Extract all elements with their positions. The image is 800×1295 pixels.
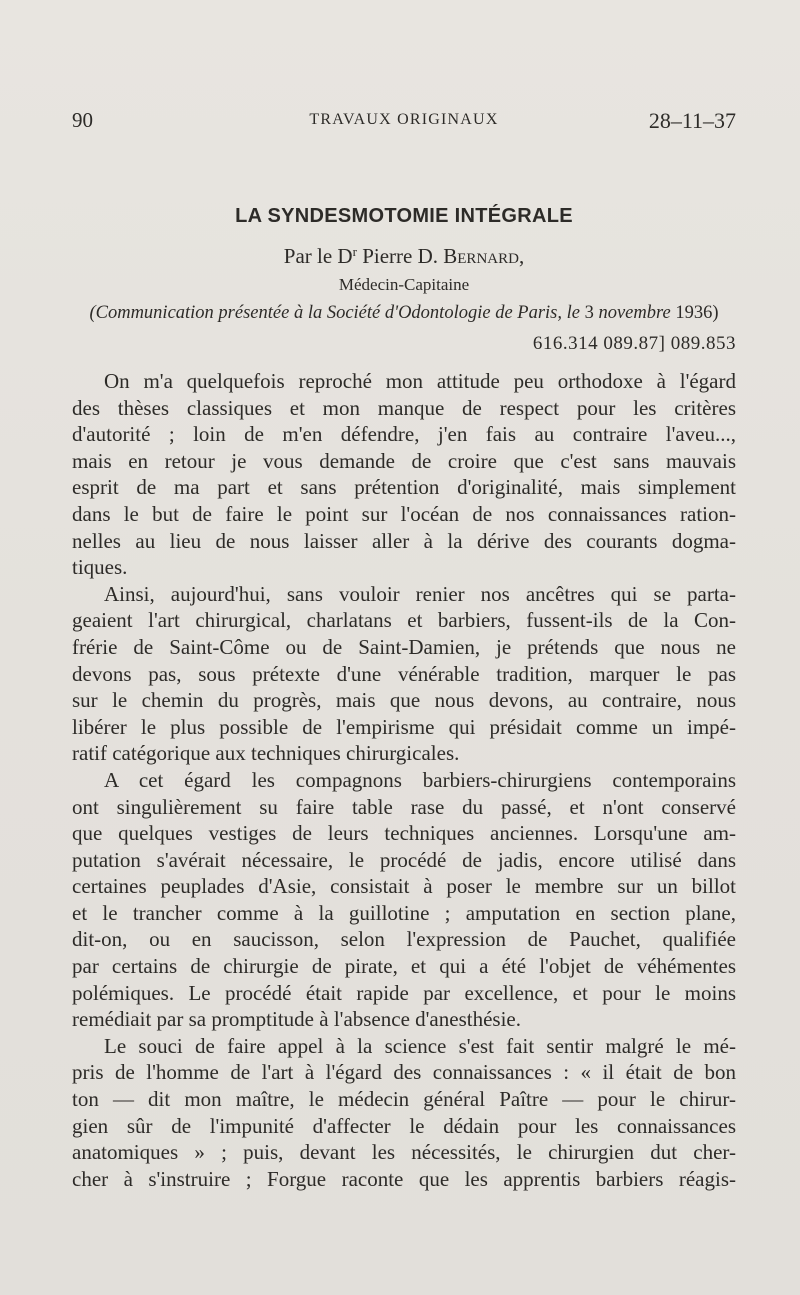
text-line: tiques.	[72, 555, 128, 580]
text-line: geaient l'art chirurgical, charlatans et barbiers, fussent-ils de la Con-	[72, 608, 736, 633]
text-line: ratif catégorique aux techniques chirurgicales.	[72, 741, 460, 766]
text-line: Le souci de faire appel à la science s'est fait sentir malgré le mé-	[104, 1033, 736, 1058]
running-section-title: TRAVAUX ORIGINAUX	[309, 111, 499, 128]
text-line: nelles au lieu de nous laisser aller à la dérive des courants dogma-	[72, 528, 736, 553]
text-line: esprit de ma part et sans prétention d'originalité, mais simplement	[72, 475, 736, 500]
text-line: mais en retour je vous demande de croire que c'est sans mauvais	[72, 448, 736, 473]
byline	[72, 244, 736, 269]
text-line: ton — dit mon maître, le médecin général Paître — pour le chirur-	[72, 1087, 736, 1112]
author-surname: Bernard,	[443, 244, 525, 268]
page-number: 90	[72, 108, 93, 132]
text-line: libérer le plus possible de l'empirisme qui présidait comme un impé-	[72, 714, 736, 739]
text-line: polémiques. Le procédé était rapide par excellence, et pour le moins	[72, 980, 736, 1005]
author-first-name: Pierre D.	[362, 244, 439, 268]
communication-day: 3	[584, 303, 594, 323]
communication-text: (Communication présentée à la Société d'Odontologie de Paris, le	[89, 303, 580, 323]
article-title: LA SYNDESMOTOMIE INTÉGRALE	[235, 205, 573, 227]
author-rank: Médecin-Capitaine	[338, 275, 470, 294]
text-line: On m'a quelquefois reproché mon attitude peu orthodoxe à l'égard	[104, 369, 736, 393]
text-line: cher à s'instruire ; Forgue raconte que les apprentis barbiers réagis-	[72, 1166, 736, 1191]
text-line: A cet égard les compagnons barbiers-chirurgiens contemporains	[104, 767, 736, 792]
text-line: devons pas, sous prétexte d'une vénérable tradition, marquer le pas	[72, 661, 736, 686]
communication-month: novembre	[598, 303, 671, 323]
byline-superscript: r	[352, 244, 357, 259]
text-line: anatomiques » ; puis, devant les nécessités, le chirurgien dut cher-	[72, 1140, 736, 1165]
text-line: d'autorité ; loin de m'en défendre, j'en fais au contraire l'aveu...,	[72, 422, 736, 447]
text-line: remédiait par sa promptitude à l'absence d'anesthésie.	[72, 1007, 521, 1032]
text-line: Ainsi, aujourd'hui, sans vouloir renier nos ancêtres qui se parta-	[104, 581, 736, 606]
text-line: putation s'avérait nécessaire, le procédé de jadis, encore utilisé dans	[72, 847, 736, 872]
text-line: des thèses classiques et mon manque de respect pour les critères	[72, 395, 736, 420]
text-line: par certains de chirurgie de pirate, et qui a été l'objet de véhémentes	[72, 954, 736, 979]
classification-code: 616.314 089.87] 089.853	[532, 333, 736, 354]
text-line: frérie de Saint-Côme ou de Saint-Damien, je prétends que nous ne	[72, 634, 736, 659]
text-line: et le trancher comme à la guillotine ; amputation en section plane,	[72, 900, 736, 925]
text-line: gien sûr de l'impunité d'affecter le dédain pour les connaissances	[72, 1113, 736, 1138]
running-head	[72, 108, 736, 138]
text-line: sur le chemin du progrès, mais que nous devons, au contraire, nous	[72, 688, 736, 713]
text-line: certaines peuplades d'Asie, consistait à poser le membre sur un billot	[72, 874, 736, 899]
text-line: pris de l'homme de l'art à l'égard des connaissances : « il était de bon	[72, 1060, 736, 1085]
text-line: dit-on, ou en saucisson, selon l'expression de Pauchet, qualifiée	[72, 927, 736, 952]
text-line: que quelques vestiges de leurs techniques anciennes. Lorsqu'une am-	[72, 821, 736, 846]
text-line: dans le but de faire le point sur l'océan de nos connaissances ration-	[72, 501, 736, 526]
running-date: 28–11–37	[648, 108, 736, 133]
communication-year: 1936)	[675, 303, 719, 323]
byline-prefix: Par le D	[283, 244, 353, 268]
text-line: ont singulièrement su faire table rase du passé, et n'ont conservé	[72, 794, 736, 819]
communication-note	[72, 303, 736, 324]
body-text	[72, 368, 736, 1192]
